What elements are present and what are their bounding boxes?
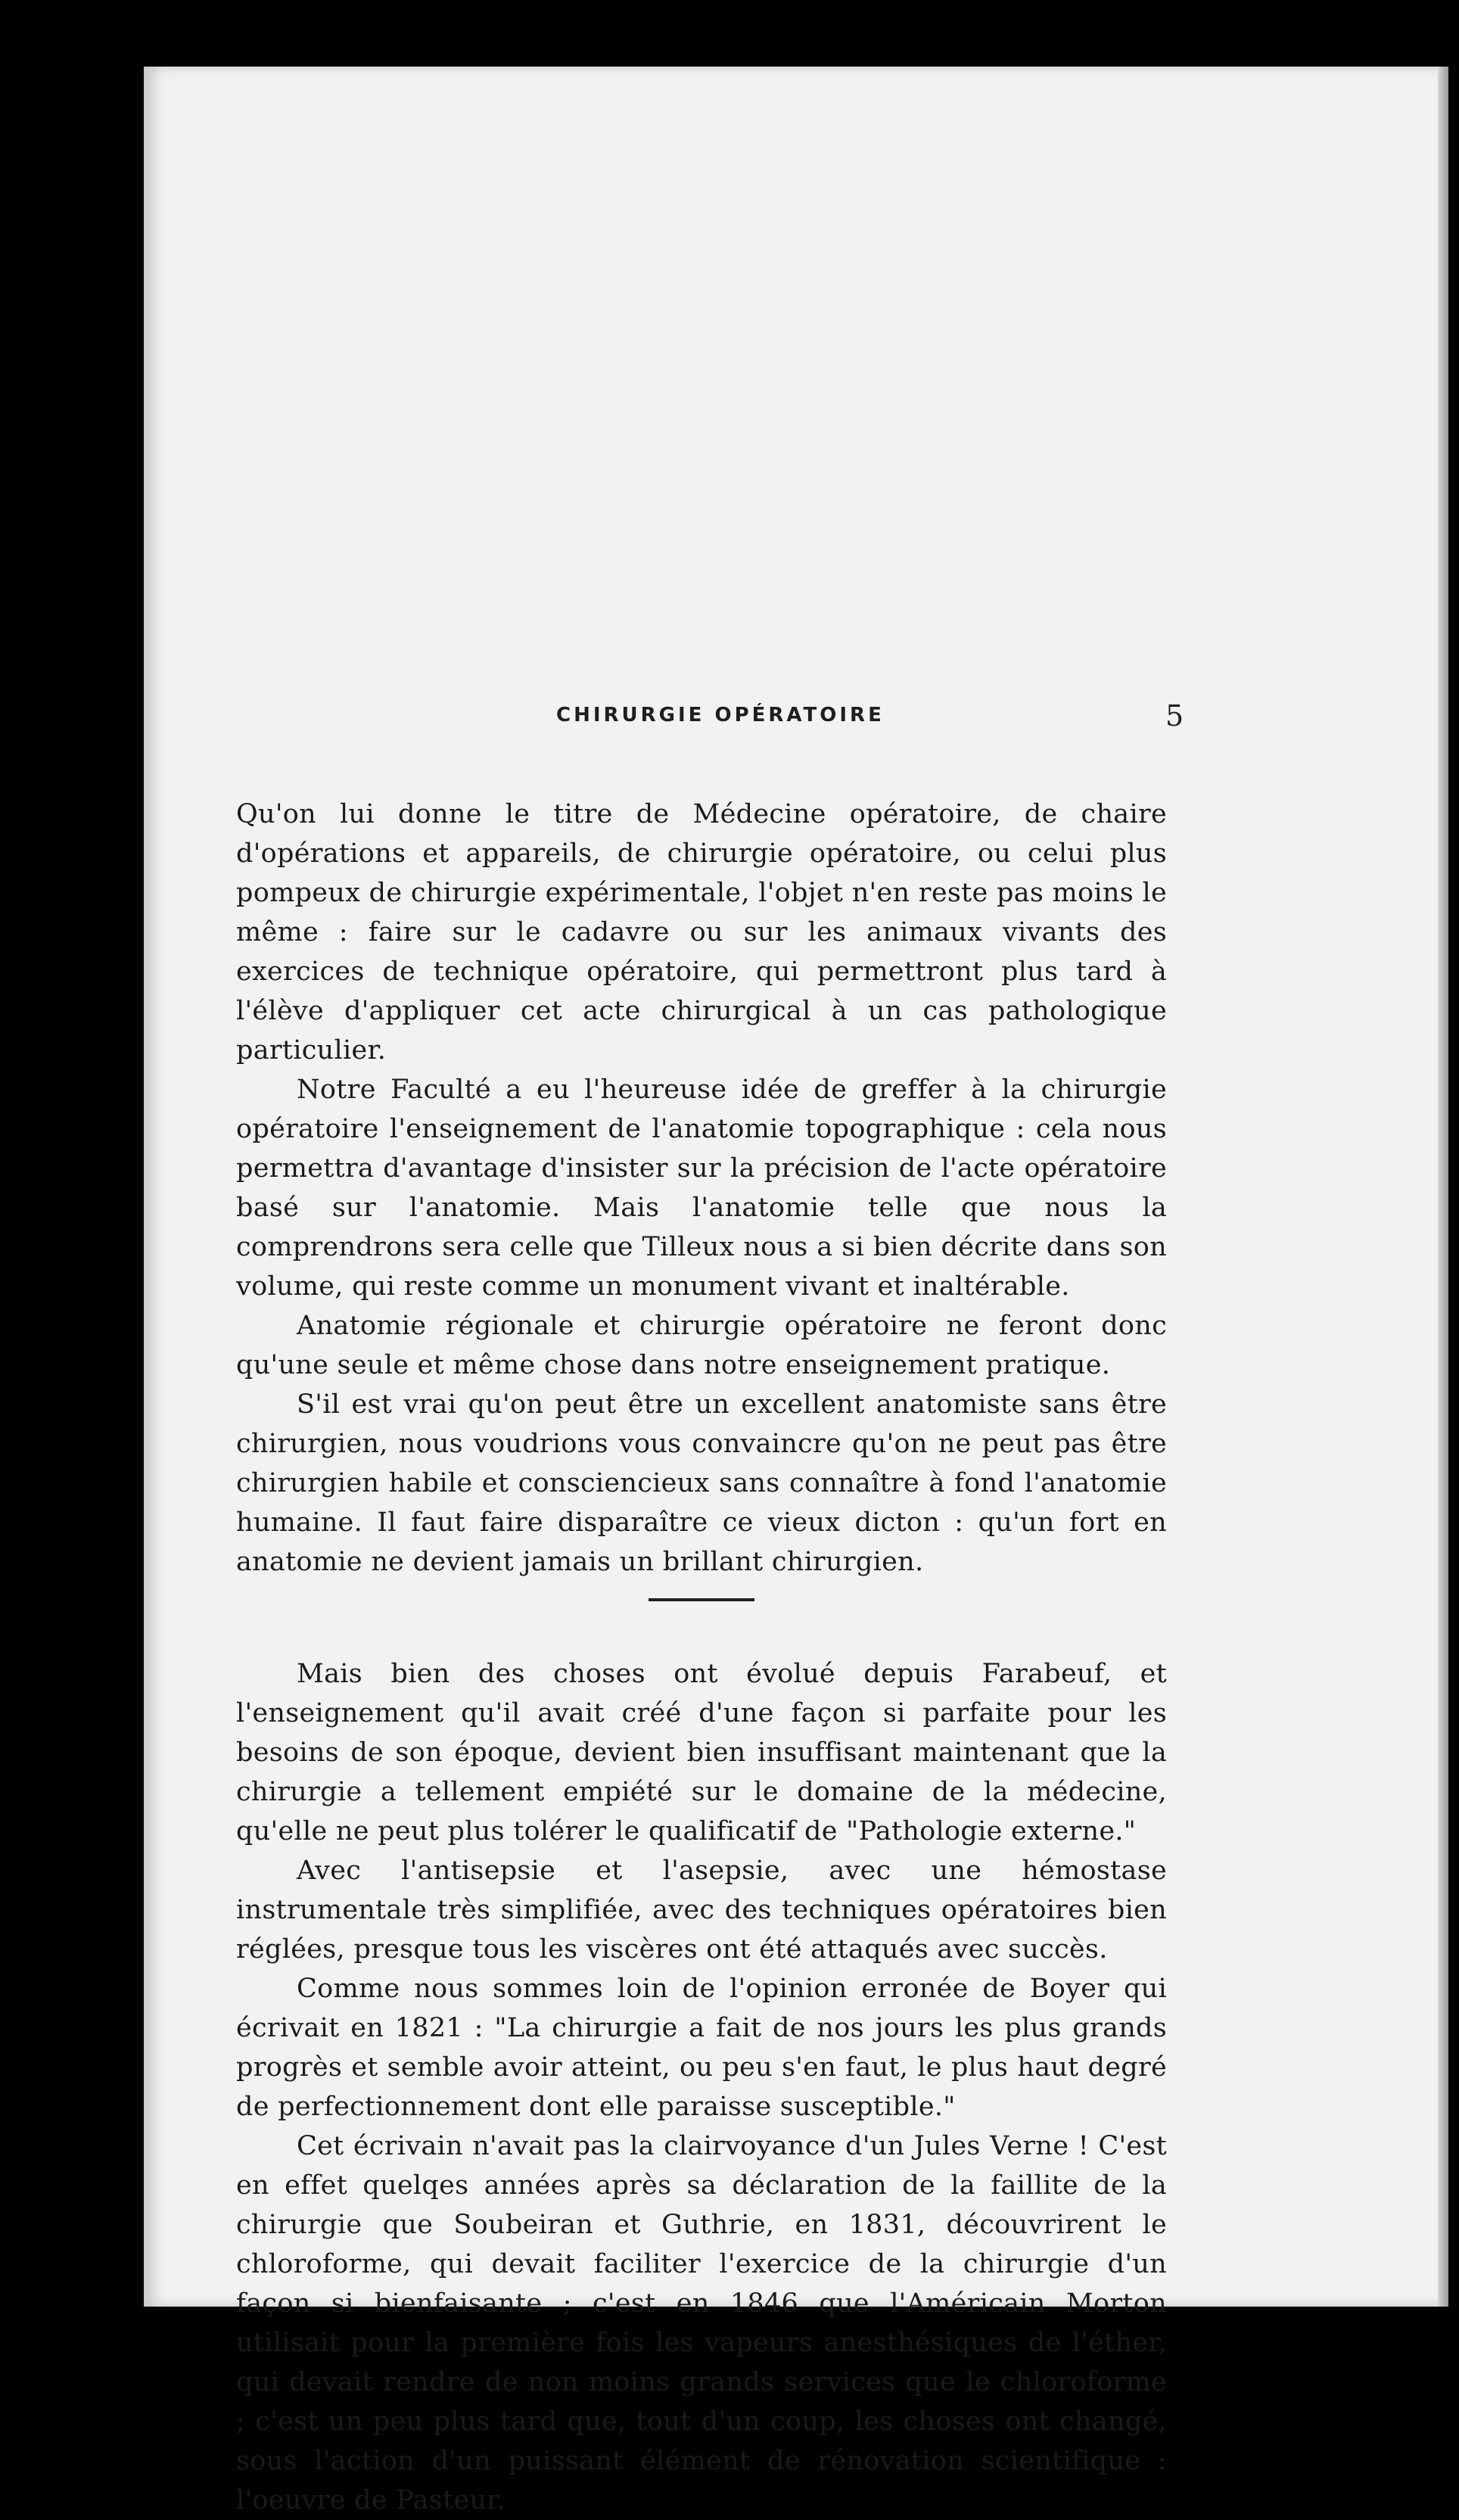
paragraph: Comme nous sommes loin de l'opinion erronée de Boyer qui écrivait en 1821 : "La chirurgie a fait de nos jours les plus grands progrès et semble avoir atteint, ou peu s'en faut, le plus haut degré de perfectionnement dont elle paraisse susceptible." bbox=[236, 1974, 1167, 2122]
body-text bbox=[236, 795, 1167, 2520]
paragraph: S'il est vrai qu'on peut être un excellent anatomiste sans être chirurgien, nous voudrions vous convaincre qu'on ne peut pas être chirurgien habile et consciencieux sans connaître à fond l'anatomie humaine. Il faut faire disparaître ce vieux dicton : qu'un fort en anatomie ne devient jamais un brillant chirurgien. bbox=[236, 1389, 1167, 1577]
paragraph: Cet écrivain n'avait pas la clairvoyance d'un Jules Verne ! C'est en effet quelqes années après sa déclaration de la faillite de la chirurgie que Soubeiran et Guthrie, en 1831, découvrirent le chloroforme, qui devait faciliter l'exercice de la chirurgie d'un façon si bienfaisante ; c'est en 1846 que l'Américain Morton utilisait pour la première fois les vapeurs anesthésiques de l'éther, qui devait rendre de non moins grands services que le chloroforme ; c'est un peu plus tard que, tout d'un coup, les choses ont changé, sous l'action d'un puissant élément de rénovation scientifique : l'oeuvre de Pasteur. bbox=[236, 2131, 1167, 2515]
paragraph: Qu'on lui donne le titre de Médecine opératoire, de chaire d'opérations et appareils, de chirurgie opératoire, ou celui plus pompeux de chirurgie expérimentale, l'objet n'en reste pas moins le même : faire sur le cadavre ou sur les animaux vivants des exercices de technique opératoire, qui permettront plus tard à l'élève d'appliquer cet acte chirurgical à un cas pathologique particulier. bbox=[236, 799, 1167, 1066]
section-divider bbox=[649, 1598, 754, 1601]
paragraph: Mais bien des choses ont évolué depuis Farabeuf, et l'enseignement qu'il avait créé d'une façon si parfaite pour les besoins de son époque, devient bien insuffisant maintenant que la chirurgie a tellement empiété sur le domaine de la médecine, qu'elle ne peut plus tolérer le qualificatif de "Pathologie externe." bbox=[236, 1659, 1167, 1846]
paragraph: Notre Faculté a eu l'heureuse idée de greffer à la chirurgie opératoire l'enseignement de l'anatomie topographique : cela nous permettra d'avantage d'insister sur la précision de l'acte opératoire basé sur l'anatomie. Mais l'anatomie telle que nous la comprendrons sera celle que Tilleux nous a si bien décrite dans son volume, qui reste comme un monument vivant et inaltérable. bbox=[236, 1075, 1167, 1302]
paragraph: Avec l'antisepsie et l'asepsie, avec une hémostase instrumentale très simplifiée, avec des techniques opératoires bien réglées, presque tous les viscères ont été attaqués avec succès. bbox=[236, 1856, 1167, 1965]
running-title: CHIRURGIE OPÉRATOIRE bbox=[556, 704, 885, 726]
page-number: 5 bbox=[1165, 699, 1184, 733]
running-head bbox=[0, 699, 1459, 749]
paragraph: Anatomie régionale et chirurgie opératoire ne feront donc qu'une seule et même chose dans notre enseignement pratique. bbox=[236, 1311, 1167, 1380]
page-edge bbox=[1438, 67, 1448, 2307]
